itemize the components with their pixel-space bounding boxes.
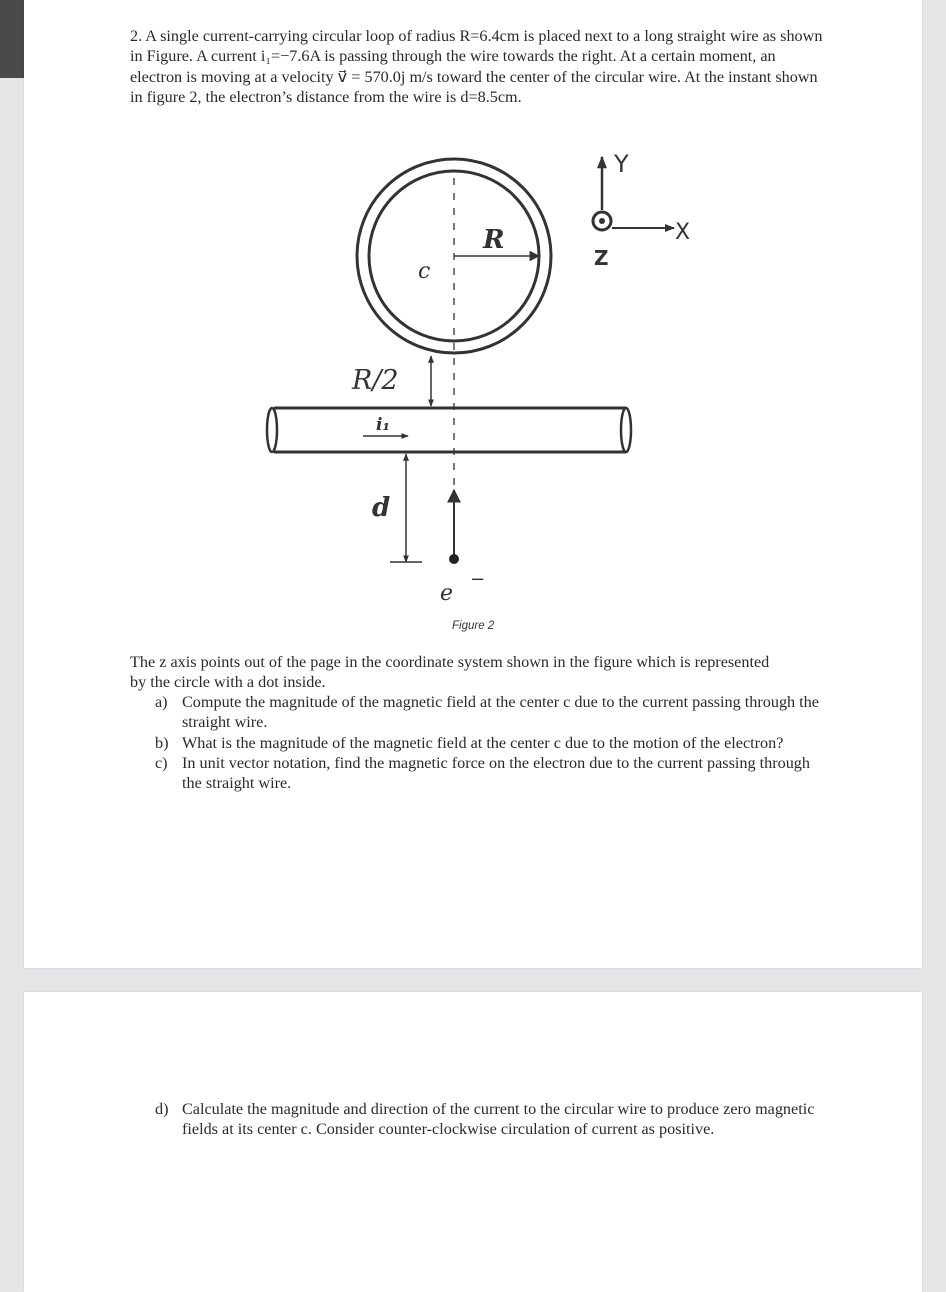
question-b-label: b) [155,733,169,752]
question-a [155,692,825,733]
wire-right-end [621,408,631,452]
x-axis-label: X [675,220,691,245]
electron-dot [449,554,459,564]
question-c-label: c) [155,753,168,772]
question-a-text: Compute the magnitude of the magnetic field at the center c due to the current passing through the straight wire. [182,693,819,732]
radius-label: R [483,225,505,255]
problem-intro: 2. A single current-carrying circular loop of radius R=6.4cm is placed next to a long straight wire as shown in Figure. A current i₁=−7.6A is passing through the wire towards the right. At a certain moment, an electron is moving at a velocity v⃗ = 570.0j m/s toward the center of the circular wire. At the instant shown in figure 2, the electron’s distance from the wire is d=8.5cm. [130,27,823,106]
electron-label: e [440,581,454,606]
half-radius-label: R/2 [352,365,399,396]
wire-left-end [267,408,277,452]
figure-diagram [0,0,946,640]
question-c-text: In unit vector notation, find the magnetic force on the electron due to the current passing through the straight wire. [182,753,810,793]
center-label: c [418,259,431,284]
z-axis-label: Z [594,246,609,270]
y-axis-label: Y [614,150,629,178]
electron-charge: − [470,569,486,590]
question-d-text: Calculate the magnitude and direction of the current to the circular wire to produce zero magnetic fields at its center c. Consider counter-clockwise circulation of current as positive. [182,1100,815,1139]
current-label: i₁ [376,415,390,435]
question-a-label: a) [155,693,168,711]
axis-note: The z axis points out of the page in the coordinate system shown in the figure which is represented by the circle with a dot inside. [130,653,770,692]
question-d [155,1099,835,1140]
question-c [155,753,825,794]
question-d-label: d) [155,1100,169,1118]
z-axis-dot [599,218,605,224]
question-list-continued [155,1099,835,1140]
distance-label: d [372,493,391,523]
question-card-continued [24,992,922,1292]
figure-caption: Figure 2 [452,620,495,632]
question-list [155,692,825,793]
question-b [155,733,825,753]
question-b-text: What is the magnitude of the magnetic field at the center c due to the motion of the electron? [182,733,784,752]
